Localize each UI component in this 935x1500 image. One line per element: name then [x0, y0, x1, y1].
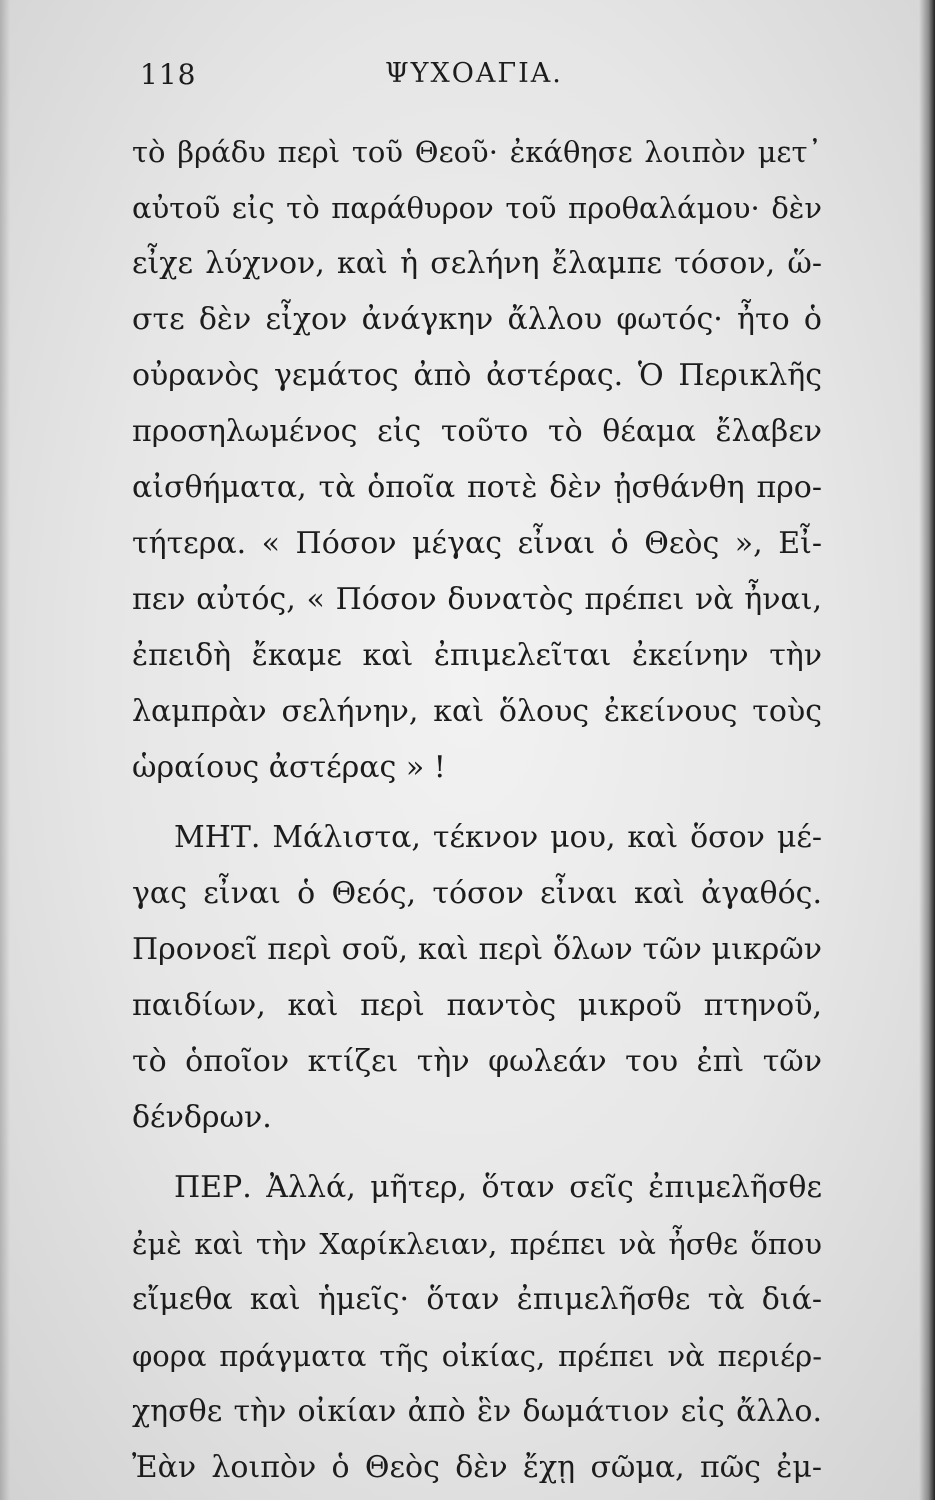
- text-line: οὐρανὸς γεμάτος ἀπὸ ἀστέρας. Ὁ Περικλῆς: [132, 358, 822, 393]
- text-line: αὐτοῦ εἰς τὸ παράθυρον τοῦ προθαλάμου· δὲν: [132, 191, 822, 225]
- text-line: εἶχε λύχνον, καὶ ἡ σελήνη ἔλαμπε τόσον, ὥ-: [132, 246, 822, 281]
- text-line: χησθε τὴν οἰκίαν ἀπὸ ἓν δωμάτιον εἰς ἄλλο.: [132, 1394, 822, 1429]
- text-line: Ἐὰν λοιπὸν ὁ Θεὸς δὲν ἔχῃ σῶμα, πῶς ἐμ-: [132, 1450, 822, 1485]
- text-line: στε δὲν εἶχον ἀνάγκην ἄλλου φωτός· ἦτο ὁ: [132, 302, 822, 337]
- text-line: ὡραίους ἀστέρας » !: [132, 750, 446, 785]
- text-line: αἰσθήματα, τὰ ὁποῖα ποτὲ δὲν ᾐσθάνθη προ-: [132, 470, 822, 505]
- text-line: εἴμεθα καὶ ἡμεῖς· ὅταν ἐπιμελῆσθε τὰ διά-: [132, 1282, 822, 1317]
- text-line: πεν αὐτός, « Πόσον δυνατὸς πρέπει νὰ ἦναι,: [132, 582, 822, 617]
- text-line: τήτερα. « Πόσον μέγας εἶναι ὁ Θεὸς », Εἶ-: [132, 526, 822, 561]
- running-head: ΨΥΧΟΑΓΙΑ.: [385, 58, 563, 89]
- text-line: προσηλωμένος εἰς τοῦτο τὸ θέαμα ἔλαβεν: [132, 414, 822, 449]
- text-line: φορα πράγματα τῆς οἰκίας, πρέπει νὰ περιέρ-: [132, 1339, 822, 1373]
- text-line: τὸ βράδυ περὶ τοῦ Θεοῦ· ἐκάθησε λοιπὸν μετ᾽: [132, 135, 822, 169]
- paragraph: [132, 124, 822, 796]
- paragraph-gap: [132, 796, 822, 810]
- paragraph: [132, 1160, 822, 1496]
- text-line: ΠΕΡ. Ἀλλά, μῆτερ, ὅταν σεῖς ἐπιμελῆσθε: [174, 1170, 822, 1205]
- page-gutter-shadow: [0, 0, 10, 1500]
- text-line: δένδρων.: [132, 1100, 272, 1135]
- text-line: γας εἶναι ὁ Θεός, τόσον εἶναι καὶ ἀγαθός.: [132, 876, 822, 911]
- page-edge-shadow: [919, 0, 935, 1500]
- text-line: ΜΗΤ. Μάλιστα, τέκνον μου, καὶ ὅσον μέ-: [174, 820, 822, 855]
- text-line: ἐμὲ καὶ τὴν Χαρίκλειαν, πρέπει νὰ ἦσθε ὅπου: [132, 1227, 822, 1261]
- paragraph: [132, 810, 822, 1146]
- page-header: [140, 58, 830, 98]
- text-line: τὸ ὁποῖον κτίζει τὴν φωλεάν του ἐπὶ τῶν: [132, 1044, 822, 1079]
- text-line: Προνοεῖ περὶ σοῦ, καὶ περὶ ὅλων τῶν μικρῶν: [132, 932, 822, 967]
- text-line: λαμπρὰν σελήνην, καὶ ὅλους ἐκείνους τοὺς: [132, 694, 822, 729]
- paragraph-gap: [132, 1146, 822, 1160]
- body-text: [132, 124, 822, 1496]
- text-line: παιδίων, καὶ περὶ παντὸς μικροῦ πτηνοῦ,: [132, 988, 822, 1023]
- text-line: ἐπειδὴ ἔκαμε καὶ ἐπιμελεῖται ἐκείνην τὴν: [132, 638, 822, 673]
- page-number: 118: [140, 58, 197, 91]
